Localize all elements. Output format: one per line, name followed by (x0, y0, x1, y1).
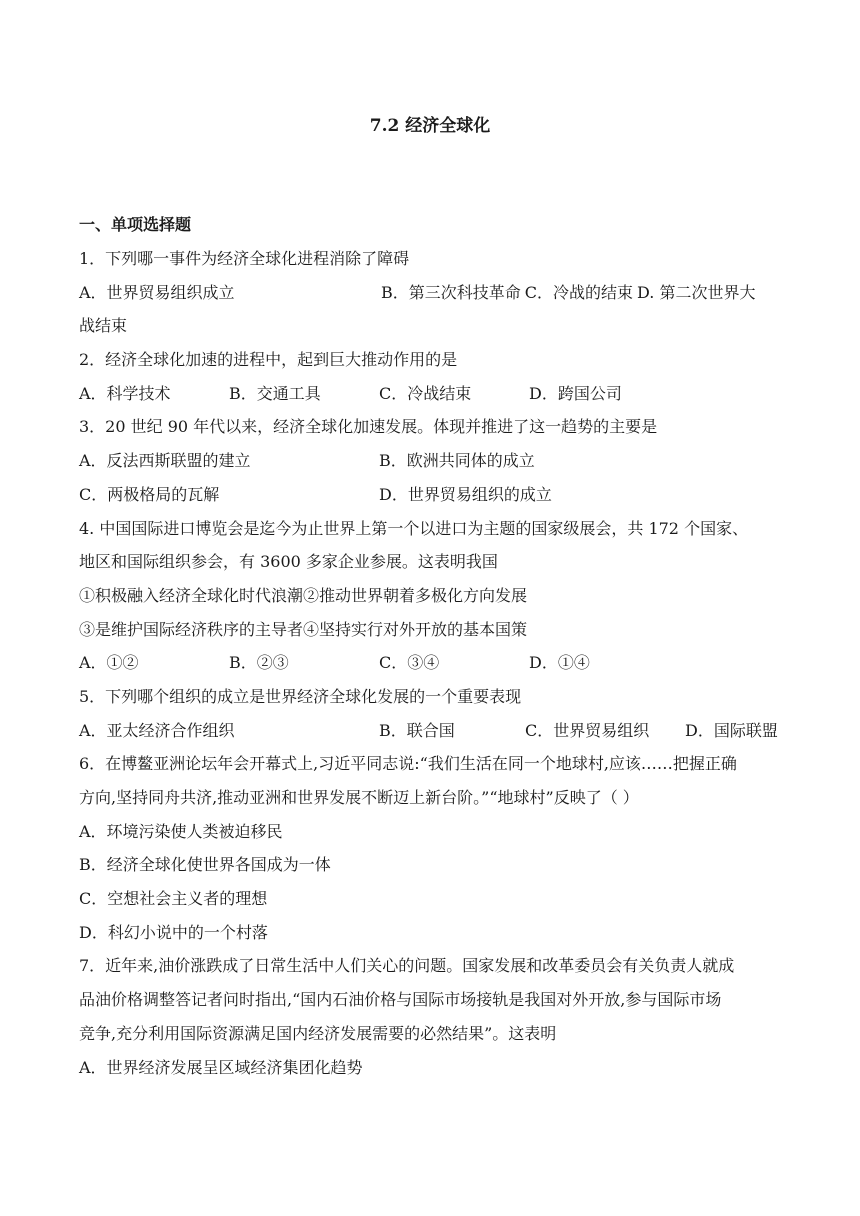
page-title: 7.2 经济全球化 (369, 116, 491, 136)
question-2-stem: 2．经济全球化加速的进程中，起到巨大推动作用的是 (79, 350, 458, 370)
question-2-options (79, 377, 785, 411)
question-4-stem-line1: 4. 中国国际进口博览会是迄今为止世界上第一个以进口为主题的国家级展会，共 172 个国家、 (79, 518, 749, 538)
question-7-stem-line3: 竞争,充分利用国际资源满足国内经济发展需要的必然结果”。这表明 (79, 1023, 557, 1043)
question-6-stem-line1: 6．在博鳌亚洲论坛年会开幕式上,习近平同志说:“我们生活在同一个地球村,应该……把握正确 (79, 754, 737, 774)
question-4-stem-line2: 地区和国际组织参会，有 3600 多家企业参展。这表明我国 (79, 552, 498, 572)
option-a: A．世界经济发展呈区域经济集团化趋势 (79, 1057, 363, 1077)
question-1-stem: 1．下列哪一事件为经济全球化进程消除了障碍 (79, 249, 410, 268)
option-a: A．反法西斯联盟的建立 (79, 451, 251, 471)
question-list (79, 242, 785, 1084)
section-heading: 一、单项选择题 (79, 215, 192, 234)
option-b: B．联合国 (379, 720, 455, 740)
question-1-options (79, 276, 785, 310)
option-b: B．②③ (229, 653, 289, 673)
question-7-stem-line2: 品油价格调整答记者问时指出,“国内石油价格与国际市场接轨是我国对外开放,参与国际市场 (79, 990, 722, 1010)
question-3-options-row2 (79, 478, 785, 512)
question-5-stem: 5．下列哪个组织的成立是世界经济全球化发展的一个重要表现 (79, 686, 522, 706)
option-b: B．欧洲共同体的成立 (379, 451, 535, 471)
option-c: C．冷战的结束 (524, 282, 634, 302)
option-b: B．交通工具 (229, 383, 321, 403)
question-4-statement-2: ③是维护国际经济秩序的主导者④坚持实行对外开放的基本国策 (79, 619, 528, 639)
question-1-options-wrap: 战结束 (79, 316, 128, 336)
question-3-stem: 3．20 世纪 90 年代以来，经济全球化加速发展。体现并推进了这一趋势的主要是 (79, 417, 658, 437)
option-d: D．世界贸易组织的成立 (379, 484, 552, 504)
option-a: A．亚太经济合作组织 (79, 720, 235, 740)
option-d: D. 第二次世界大 (637, 282, 756, 302)
question-6-stem-line2: 方向,坚持同舟共济,推动亚洲和世界发展不断迈上新台阶。”“地球村”反映了（ ） (79, 788, 639, 807)
question-5-options (79, 714, 785, 748)
option-c: C．冷战结束 (379, 383, 472, 403)
option-a: A．科学技术 (79, 383, 171, 403)
option-a: A．①② (79, 653, 139, 673)
option-b: B．第三次科技革命 (381, 282, 521, 302)
option-a: A．世界贸易组织成立 (79, 282, 235, 302)
option-d: D．跨国公司 (529, 383, 622, 403)
question-7-stem-line1: 7．近年来,油价涨跌成了日常生活中人们关心的问题。国家发展和改革委员会有关负责人就成 (79, 956, 735, 976)
option-d: D．国际联盟 (685, 720, 778, 740)
question-4-options (79, 646, 785, 680)
option-b: B．经济全球化使世界各国成为一体 (79, 855, 331, 875)
question-4-statement-1: ①积极融入经济全球化时代浪潮②推动世界朝着多极化方向发展 (79, 585, 528, 605)
option-d: D．科幻小说中的一个村落 (79, 922, 268, 942)
option-a: A．环境污染使人类被迫移民 (79, 821, 283, 841)
option-c: C．空想社会主义者的理想 (79, 889, 268, 909)
option-d: D．①④ (529, 653, 590, 673)
option-c: C．两极格局的瓦解 (79, 484, 220, 504)
option-c: C．世界贸易组织 (525, 720, 650, 740)
question-3-options-row1 (79, 444, 785, 478)
option-c: C．③④ (379, 653, 440, 673)
